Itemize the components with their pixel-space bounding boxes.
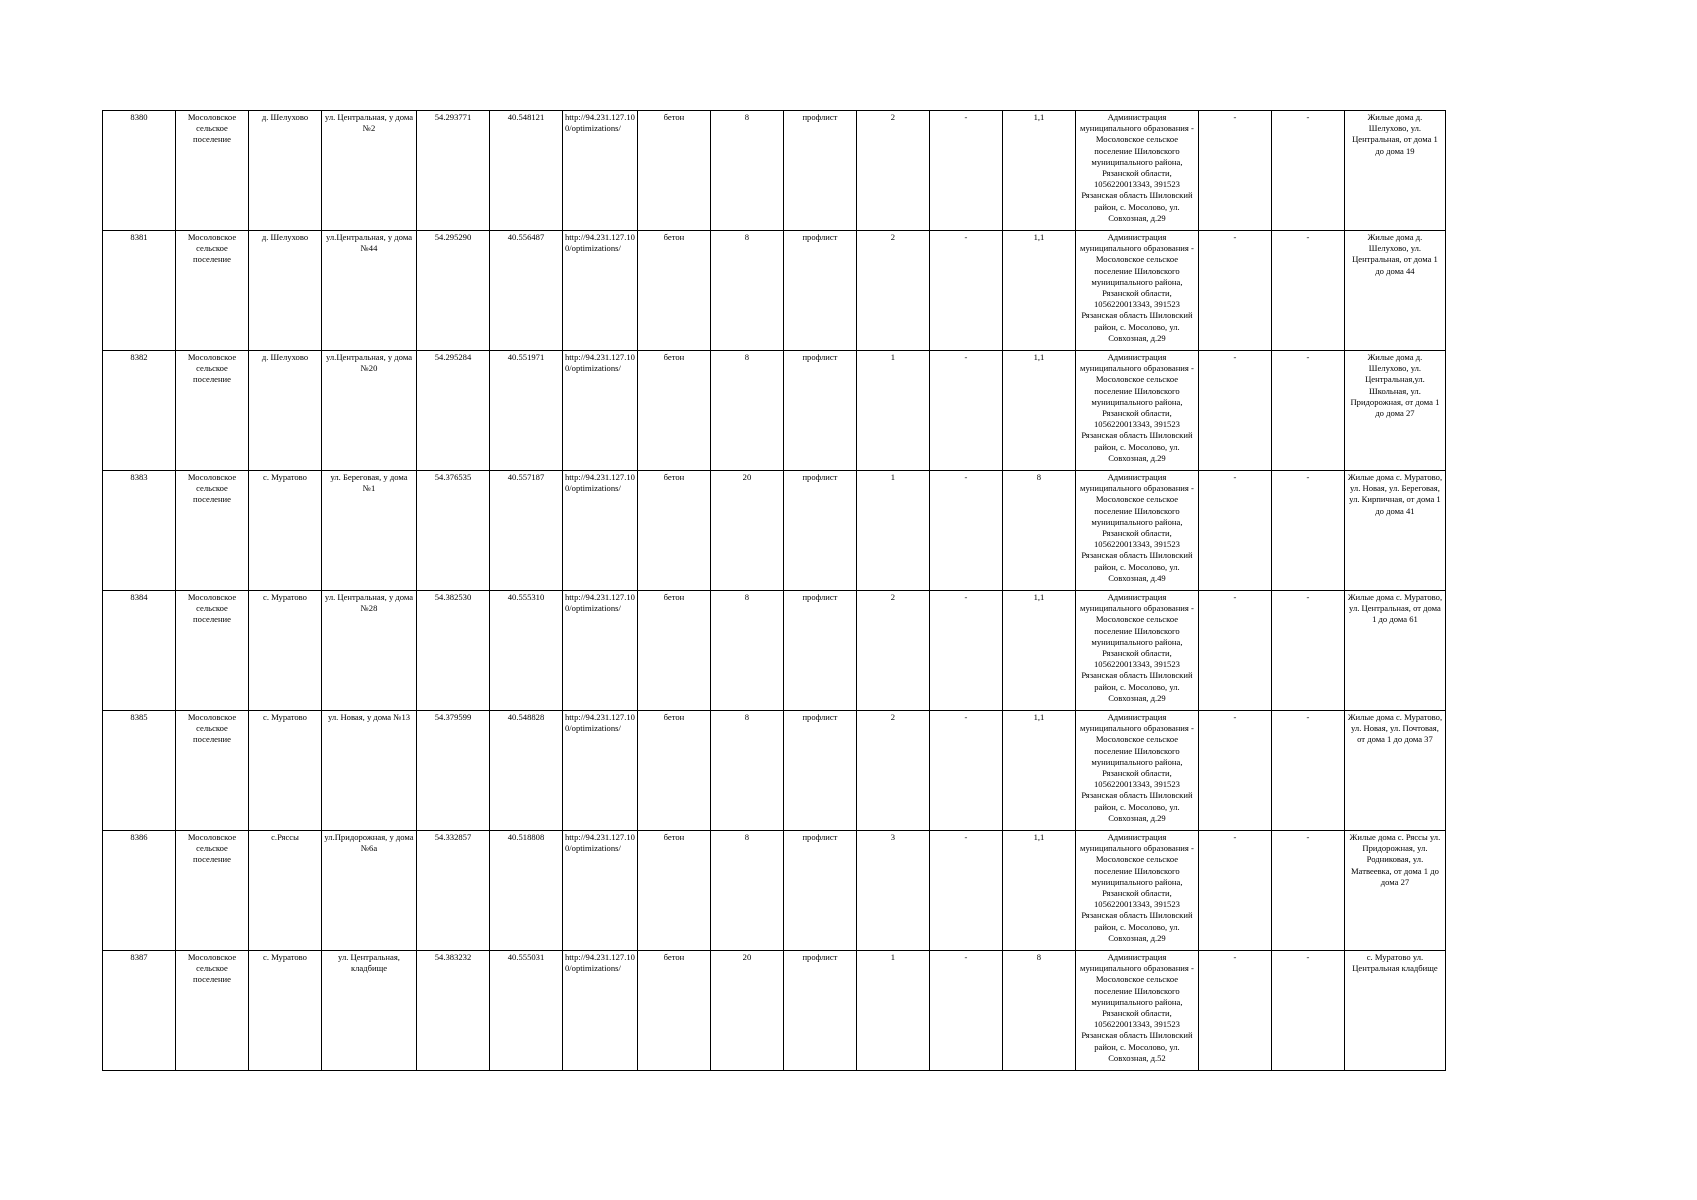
cell-area: 20 — [710, 951, 783, 1071]
cell-longitude: 40.555310 — [490, 591, 563, 711]
cell-sources: Жилые дома д. Шелухово, ул. Центральная, от дома 1 до дома 44 — [1344, 231, 1445, 351]
cell-fence: профлист — [783, 951, 856, 1071]
cell-longitude: 40.518808 — [490, 831, 563, 951]
cell-longitude: 40.556487 — [490, 231, 563, 351]
cell-volume: 8 — [1002, 471, 1075, 591]
cell-sources: Жилые дома д. Шелухово, ул. Центральная,ул. Школьная, ул. Придорожная, от дома 1 до дома 27 — [1344, 351, 1445, 471]
cell-locality: д. Шелухово — [249, 111, 322, 231]
cell-fence: профлист — [783, 471, 856, 591]
cell-col15: - — [1198, 231, 1271, 351]
cell-col15: - — [1198, 591, 1271, 711]
cell-col16: - — [1271, 231, 1344, 351]
cell-sources: с. Муратово ул. Центральная кладбище — [1344, 951, 1445, 1071]
table-row — [103, 951, 1446, 1071]
cell-area: 20 — [710, 471, 783, 591]
cell-latitude: 54.382530 — [417, 591, 490, 711]
cell-longitude: 40.557187 — [490, 471, 563, 591]
cell-address: ул.Придорожная, у дома №6а — [322, 831, 417, 951]
cell-settlement: Мосоловское сельское поселение — [176, 831, 249, 951]
cell-address: ул.Центральная, у дома №44 — [322, 231, 417, 351]
cell-col15: - — [1198, 711, 1271, 831]
table-row — [103, 471, 1446, 591]
cell-planned: - — [929, 231, 1002, 351]
cell-url: http://94.231.127.10 0/optimizations/ — [563, 231, 638, 351]
cell-number: 8385 — [103, 711, 176, 831]
cell-latitude: 54.295284 — [417, 351, 490, 471]
cell-containers: 2 — [856, 711, 929, 831]
cell-col15: - — [1198, 471, 1271, 591]
cell-longitude: 40.548828 — [490, 711, 563, 831]
cell-owner: Администрация муниципального образования - Мосоловское сельское поселение Шиловского муниципального района, Рязанской области, 1056220013343, 391523 Рязанская область Шиловский район, с. Мосолово, ул. Совхозная, д.29 — [1075, 831, 1198, 951]
cell-surface: бетон — [637, 951, 710, 1071]
cell-fence: профлист — [783, 111, 856, 231]
table-row — [103, 351, 1446, 471]
cell-locality: д. Шелухово — [249, 231, 322, 351]
cell-planned: - — [929, 831, 1002, 951]
cell-number: 8383 — [103, 471, 176, 591]
cell-longitude: 40.548121 — [490, 111, 563, 231]
cell-url: http://94.231.127.10 0/optimizations/ — [563, 711, 638, 831]
cell-surface: бетон — [637, 111, 710, 231]
cell-address: ул. Центральная, у дома №28 — [322, 591, 417, 711]
cell-planned: - — [929, 351, 1002, 471]
cell-number: 8387 — [103, 951, 176, 1071]
cell-containers: 1 — [856, 951, 929, 1071]
cell-surface: бетон — [637, 831, 710, 951]
cell-surface: бетон — [637, 351, 710, 471]
cell-address: ул.Центральная, у дома №20 — [322, 351, 417, 471]
waste-sites-table — [102, 110, 1446, 1071]
cell-col16: - — [1271, 111, 1344, 231]
cell-url: http://94.231.127.10 0/optimizations/ — [563, 351, 638, 471]
cell-area: 8 — [710, 831, 783, 951]
cell-longitude: 40.551971 — [490, 351, 563, 471]
table-row — [103, 711, 1446, 831]
cell-col16: - — [1271, 591, 1344, 711]
cell-number: 8384 — [103, 591, 176, 711]
cell-containers: 1 — [856, 351, 929, 471]
cell-volume: 1,1 — [1002, 591, 1075, 711]
cell-sources: Жилые дома с. Ряссы ул. Придорожная, ул. Родниковая, ул. Матвеевка, от дома 1 до дома 27 — [1344, 831, 1445, 951]
cell-fence: профлист — [783, 711, 856, 831]
cell-sources: Жилые дома с. Муратово, ул. Новая, ул. Почтовая, от дома 1 до дома 37 — [1344, 711, 1445, 831]
cell-containers: 1 — [856, 471, 929, 591]
cell-col16: - — [1271, 831, 1344, 951]
cell-col15: - — [1198, 351, 1271, 471]
cell-locality: с. Муратово — [249, 471, 322, 591]
cell-sources: Жилые дома д. Шелухово, ул. Центральная, от дома 1 до дома 19 — [1344, 111, 1445, 231]
cell-locality: с. Муратово — [249, 951, 322, 1071]
cell-number: 8381 — [103, 231, 176, 351]
cell-fence: профлист — [783, 351, 856, 471]
table-row — [103, 111, 1446, 231]
cell-owner: Администрация муниципального образования - Мосоловское сельское поселение Шиловского муниципального района, Рязанской области, 1056220013343, 391523 Рязанская область Шиловский район, с. Мосолово, ул. Совхозная, д.52 — [1075, 951, 1198, 1071]
cell-latitude: 54.383232 — [417, 951, 490, 1071]
cell-col15: - — [1198, 951, 1271, 1071]
cell-planned: - — [929, 471, 1002, 591]
cell-volume: 1,1 — [1002, 231, 1075, 351]
cell-containers: 2 — [856, 591, 929, 711]
cell-settlement: Мосоловское сельское поселение — [176, 351, 249, 471]
cell-containers: 2 — [856, 111, 929, 231]
cell-owner: Администрация муниципального образования - Мосоловское сельское поселение Шиловского муниципального района, Рязанской области, 1056220013343, 391523 Рязанская область Шиловский район, с. Мосолово, ул. Совхозная, д.49 — [1075, 471, 1198, 591]
cell-settlement: Мосоловское сельское поселение — [176, 951, 249, 1071]
cell-surface: бетон — [637, 591, 710, 711]
cell-area: 8 — [710, 111, 783, 231]
cell-surface: бетон — [637, 471, 710, 591]
cell-longitude: 40.555031 — [490, 951, 563, 1071]
cell-number: 8382 — [103, 351, 176, 471]
cell-settlement: Мосоловское сельское поселение — [176, 591, 249, 711]
cell-surface: бетон — [637, 231, 710, 351]
cell-url: http://94.231.127.10 0/optimizations/ — [563, 591, 638, 711]
cell-fence: профлист — [783, 231, 856, 351]
cell-owner: Администрация муниципального образования - Мосоловское сельское поселение Шиловского муниципального района, Рязанской области, 1056220013343, 391523 Рязанская область Шиловский район, с. Мосолово, ул. Совхозная, д.29 — [1075, 591, 1198, 711]
cell-volume: 8 — [1002, 951, 1075, 1071]
cell-fence: профлист — [783, 591, 856, 711]
cell-owner: Администрация муниципального образования - Мосоловское сельское поселение Шиловского муниципального района, Рязанской области, 1056220013343, 391523 Рязанская область Шиловский район, с. Мосолово, ул. Совхозная, д.29 — [1075, 351, 1198, 471]
cell-col16: - — [1271, 351, 1344, 471]
cell-locality: с. Муратово — [249, 591, 322, 711]
cell-planned: - — [929, 111, 1002, 231]
cell-settlement: Мосоловское сельское поселение — [176, 231, 249, 351]
cell-containers: 2 — [856, 231, 929, 351]
cell-number: 8380 — [103, 111, 176, 231]
cell-col15: - — [1198, 111, 1271, 231]
cell-url: http://94.231.127.10 0/optimizations/ — [563, 471, 638, 591]
cell-locality: с.Ряссы — [249, 831, 322, 951]
cell-address: ул. Центральная, кладбище — [322, 951, 417, 1071]
cell-url: http://94.231.127.10 0/optimizations/ — [563, 111, 638, 231]
cell-latitude: 54.293771 — [417, 111, 490, 231]
cell-latitude: 54.376535 — [417, 471, 490, 591]
cell-volume: 1,1 — [1002, 831, 1075, 951]
cell-col16: - — [1271, 471, 1344, 591]
table-row — [103, 831, 1446, 951]
cell-containers: 3 — [856, 831, 929, 951]
cell-fence: профлист — [783, 831, 856, 951]
table-row — [103, 591, 1446, 711]
cell-planned: - — [929, 951, 1002, 1071]
cell-address: ул. Береговая, у дома №1 — [322, 471, 417, 591]
cell-url: http://94.231.127.10 0/optimizations/ — [563, 951, 638, 1071]
cell-volume: 1,1 — [1002, 111, 1075, 231]
cell-area: 8 — [710, 591, 783, 711]
cell-url: http://94.231.127.10 0/optimizations/ — [563, 831, 638, 951]
cell-sources: Жилые дома с. Муратово, ул. Новая, ул. Береговая, ул. Кирпичная, от дома 1 до дома 41 — [1344, 471, 1445, 591]
cell-latitude: 54.295290 — [417, 231, 490, 351]
cell-owner: Администрация муниципального образования - Мосоловское сельское поселение Шиловского муниципального района, Рязанской области, 1056220013343, 391523 Рязанская область Шиловский район, с. Мосолово, ул. Совхозная, д.29 — [1075, 231, 1198, 351]
cell-area: 8 — [710, 231, 783, 351]
cell-col15: - — [1198, 831, 1271, 951]
cell-area: 8 — [710, 711, 783, 831]
cell-settlement: Мосоловское сельское поселение — [176, 471, 249, 591]
cell-planned: - — [929, 591, 1002, 711]
cell-owner: Администрация муниципального образования - Мосоловское сельское поселение Шиловского муниципального района, Рязанской области, 1056220013343, 391523 Рязанская область Шиловский район, с. Мосолово, ул. Совхозная, д.29 — [1075, 711, 1198, 831]
cell-number: 8386 — [103, 831, 176, 951]
cell-latitude: 54.379599 — [417, 711, 490, 831]
cell-volume: 1,1 — [1002, 711, 1075, 831]
table-row — [103, 231, 1446, 351]
cell-latitude: 54.332857 — [417, 831, 490, 951]
cell-col16: - — [1271, 711, 1344, 831]
cell-volume: 1,1 — [1002, 351, 1075, 471]
cell-col16: - — [1271, 951, 1344, 1071]
cell-surface: бетон — [637, 711, 710, 831]
cell-area: 8 — [710, 351, 783, 471]
cell-address: ул. Новая, у дома №13 — [322, 711, 417, 831]
cell-locality: с. Муратово — [249, 711, 322, 831]
cell-address: ул. Центральная, у дома №2 — [322, 111, 417, 231]
cell-owner: Администрация муниципального образования - Мосоловское сельское поселение Шиловского муниципального района, Рязанской области, 1056220013343, 391523 Рязанская область Шиловский район, с. Мосолово, ул. Совхозная, д.29 — [1075, 111, 1198, 231]
cell-settlement: Мосоловское сельское поселение — [176, 711, 249, 831]
cell-planned: - — [929, 711, 1002, 831]
cell-sources: Жилые дома с. Муратово, ул. Центральная, от дома 1 до дома 61 — [1344, 591, 1445, 711]
cell-settlement: Мосоловское сельское поселение — [176, 111, 249, 231]
cell-locality: д. Шелухово — [249, 351, 322, 471]
